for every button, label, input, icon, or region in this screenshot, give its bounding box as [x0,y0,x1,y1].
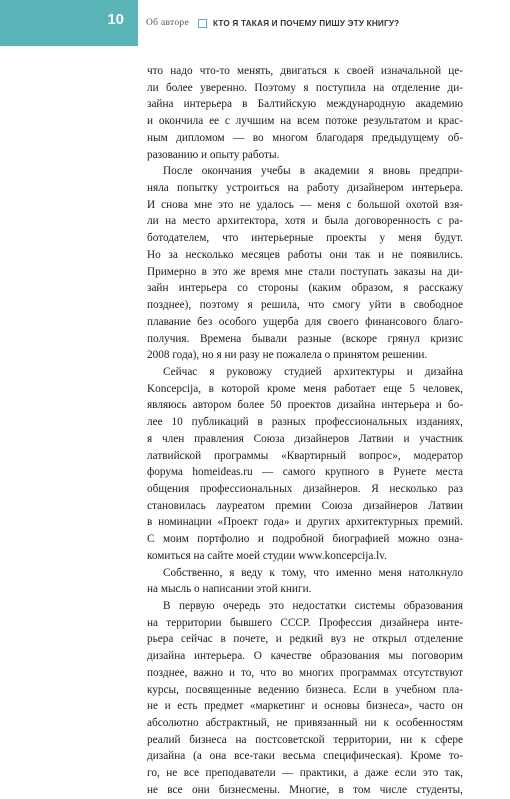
page-number: 10 [107,11,124,28]
text-line: комиться на сайте моей студии www.koncepcija.lv. [147,549,387,562]
text-line: ботодателем, что интерьерные проекты у меня будут. [147,232,463,245]
text-line: абсолютно абстрактный, не привязанный ни к особенностям [147,717,463,730]
text-line: и окончила ее с лучшим на всем потоке результатом и крас- [147,115,463,128]
text-line: лее 10 публикаций в разных профессиональных изданиях, [147,416,463,429]
text-line: После окончания учебы в академии я вновь предпри- [163,165,463,178]
text-line: Сейчас я руковожу студией архитектуры и дизайна [163,365,463,378]
text-line: разованию и опыту работы. [147,148,280,161]
text-line: Koncepcija, в которой кроме меня работает еще 5 человек, [147,382,463,395]
text-line: зайн интерьера со стороны (каким образом, я расскажу [147,282,463,295]
text-line: курсы, посвященные ведению бизнеса. Если в учебном пла- [147,683,463,696]
text-line: являюсь автором более 50 проектов дизайна интерьера и бо- [147,399,463,412]
section-label: Об авторе [146,18,189,28]
text-line: позднее, важно и то, что во многих программах отсутствуют [147,666,463,679]
text-line: Примерно в это же время мне стали поступать заказы на ди- [147,265,463,278]
text-line: И снова мне это не удалось — меня с большой охотой взя- [147,198,463,211]
square-outline-icon [198,19,207,28]
body-text [147,63,463,799]
text-line: на мысль о написании этой книги. [147,583,312,596]
text-line: 2008 года), но я ни разу не пожалела о принятом решении. [147,349,428,362]
text-line: С моим портфолио и подробной биографией можно озна- [147,533,463,546]
text-line: получия. Времена бывали разные (вскоре грянул кризис [147,332,463,345]
text-line: няла попытку устроиться на работу дизайнером интерьера. [147,182,463,195]
text-line: Собственно, я веду к тому, что именно меня натолкнуло [163,566,463,579]
text-line: не все они бизнесмены. Многие, в том числе студенты, [147,783,463,796]
text-line: ли на место архитектора, хотя и была договоренность с ра- [147,215,463,228]
text-line: латвийской программы «Квартирный вопрос», модератор [147,449,463,462]
page-number-tab [0,0,138,46]
text-line: зайна интерьера в Балтийскую международную академию [147,98,463,111]
text-line: плавание без особого ущерба для своего финансового благо- [147,315,463,328]
chapter-title: КТО Я ТАКАЯ И ПОЧЕМУ ПИШУ ЭТУ КНИГУ? [212,18,400,28]
text-line: реалий бизнеса на постсоветской территории, ни к сфере [147,733,463,746]
text-line: позднее), поэтому я решила, что смогу уйти в свободное [147,299,463,312]
running-header [146,18,399,28]
text-line: становилась лауреатом премии Союза дизайнеров Латвии [147,499,463,512]
text-line: дизайна интерьера. О качестве образования мы поговорим [147,650,463,663]
text-line: форума homeideas.ru — самого крупного в Рунете места [147,466,463,479]
text-line: я член правления Союза дизайнеров Латвии и участник [147,432,463,445]
text-line: не и есть предмет «маркетинг и основы бизнеса», часто он [147,700,463,713]
text-line: рьера сейчас в почете, и редкий вуз не открыл отделение [147,633,463,646]
text-line: В первую очередь это недостатки системы образования [163,600,463,612]
text-line: Но за несколько месяцев работы они так и не появились. [147,248,463,261]
text-line: общения профессиональных дизайнеров. Я несколько раз [147,482,463,495]
text-line: в номинации «Проект года» и других архитектурных премий. [147,516,463,529]
text-line: на территории бывшего СССР. Профессия дизайнера инте- [147,616,463,629]
text-line: го, не все преподаватели — практики, а даже если это так, [147,767,463,780]
text-line: ли более уверенно. Поэтому я поступила на отделение ди- [147,81,463,94]
text-line: дизайна (а она все-таки весьма специфическая). Кроме то- [147,750,463,763]
text-line: ным дипломом — во многом благодаря предыдущему об- [147,131,463,144]
text-line: что надо что-то менять, двигаться к своей изначальной це- [147,65,463,77]
